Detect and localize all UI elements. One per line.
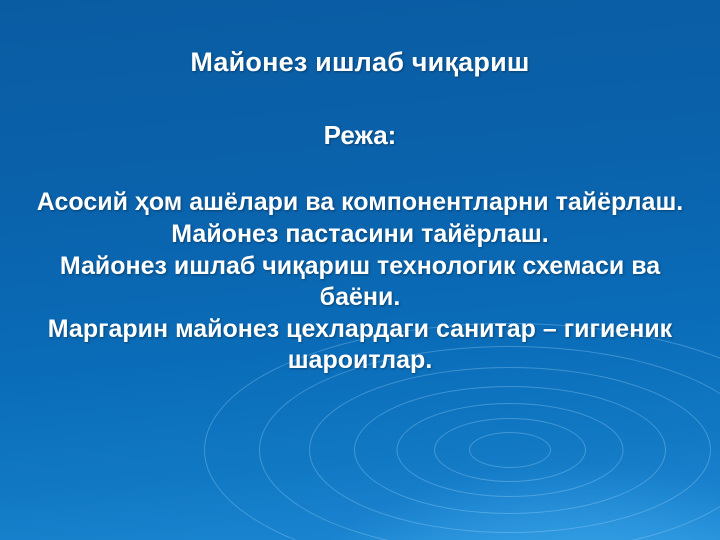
plan-label: Режа: <box>323 119 397 150</box>
list-item: Майонез пастасини тайёрлаш. <box>171 219 549 248</box>
plan-list <box>30 187 690 377</box>
list-item: Маргарин майонез цехлардаги санитар – гигиеник шароитлар. <box>47 314 673 374</box>
list-item: Асосий ҳом ашёлари ва компонентларни тайёрлаш. <box>36 187 684 216</box>
list-item: Майонез ишлаб чиқариш технологик схемаси ва баёни. <box>59 251 661 311</box>
slide-title: Майонез ишлаб чиқариш <box>190 47 530 77</box>
